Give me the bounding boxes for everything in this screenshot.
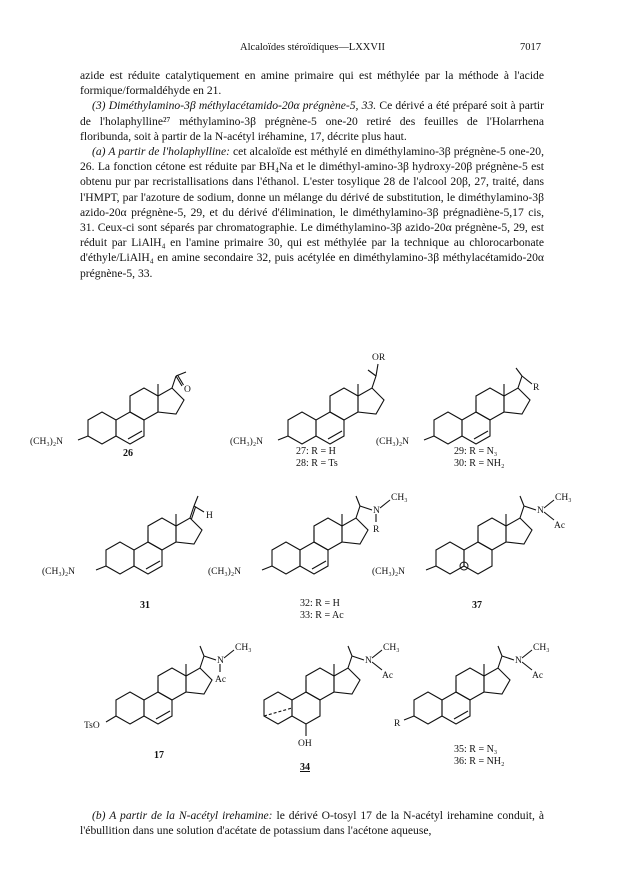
compound-26-number: 26 [123, 448, 133, 459]
compound-32-33-caption [300, 598, 380, 622]
dimethylamino-label: (CH₃)₂N [42, 567, 76, 577]
dimethylamino-label: (CH₃)₂N [30, 437, 64, 447]
compound-37-number: 37 [472, 600, 482, 611]
structure-26 [30, 360, 248, 475]
paragraph-3 [80, 144, 544, 281]
running-title: Alcaloïdes stéroïdiques—LXXVII [240, 42, 385, 53]
n-label: N [373, 506, 380, 516]
caption-32: 32: R = H [300, 598, 340, 609]
steroid-skeleton [434, 368, 532, 444]
hydroxyl-label: OH [298, 739, 312, 749]
paragraph-3-body: cet alcaloïde est méthylé en diméthylamino-3β prégnène-5 one-20, 26. La fonction cétone est réduite par BH₄Na et le diméthyl-amino-3β hydroxy-20β prégnène-5 est obtenu pur par recristallisations dans l'éthanol. L'ester tosylique 28 de l'alcool 20β, 27, traité, dans l'HMPT, par l'azoture de sodium, donne un mélange du dérivé de substitution, le diméthylamino-3β azido-20α prégnène-5, 29, et du dérivé d'élimination, le diméthylamino-3β prégnadiène-5,17 cis, 31. Ceux-ci sont séparés par chromatographie. Le diméthylamino-3β azido-20α prégnène-5, 29, est réduit par LiAlH₄ en l'amine primaire 30, qui est méthylée par la technique au chlorocarbonate d'éthyle/LiAlH₄ en amine secondaire 32, puis acétylée en diméthylamino-3β méthylacétamido-20α prégnène-5, 33. [80, 145, 544, 280]
n-label: N [515, 656, 522, 666]
steroid-skeleton [106, 496, 204, 574]
h-label: H [206, 511, 213, 521]
compound-29-30-caption [454, 446, 544, 470]
n-label: N [217, 656, 224, 666]
ac-label: Ac [554, 521, 566, 531]
structure-37 [372, 490, 596, 605]
structure-32 [208, 490, 432, 605]
caption-35: 35: R = N₃ [454, 744, 498, 755]
n-label: N [365, 656, 372, 666]
ch3-label: CH₃ [383, 643, 400, 653]
r-label: R [394, 719, 401, 729]
structure-31 [42, 490, 266, 605]
paragraph-4-body: le dérivé O-tosyl 17 de la N-acétyl irehamine conduit, à l'ébullition dans une solution d'acétate de potassium dans l'acétone aqueuse, [80, 809, 544, 838]
ch3-label: CH₃ [555, 493, 572, 503]
caption-27: 27: R = H [296, 446, 336, 457]
steroid-skeleton [88, 372, 186, 444]
tosyloxy-label: TsO [84, 721, 100, 731]
ch3-label: CH₃ [391, 493, 408, 503]
page-number: 7017 [520, 42, 541, 53]
caption-36: 36: R = NH₂ [454, 756, 505, 767]
or-label: OR [372, 353, 386, 363]
dimethylamino-label: (CH₃)₂N [376, 437, 410, 447]
ac-label: Ac [532, 671, 544, 681]
ac-label: Ac [382, 671, 394, 681]
caption-30: 30: R = NH₂ [454, 458, 505, 469]
compound-17-number: 17 [154, 750, 164, 761]
dimethylamino-label: (CH₃)₂N [372, 567, 406, 577]
ac-label: Ac [215, 675, 227, 685]
compound-27-28-caption [296, 446, 376, 470]
paragraph-1: azide est réduite catalytiquement en amine primaire qui est méthylée par la méthode à l'acide formique/formaldéhyde en 21. [80, 69, 544, 98]
paragraph-4-lead: (b) A partir de la N-acétyl irehamine: [92, 809, 273, 822]
paragraph-2-body: Ce dérivé a été préparé soit à partir de l'holaphylline²⁷ méthylamino-3β prégnène-5 one-20 retiré des feuilles de l'Holarrhena floribunda, soit à partir de la N-acétyl iréhamine, 17, décrite plus haut. [80, 99, 545, 143]
body-text-bottom [80, 808, 544, 838]
dimethylamino-label: (CH₃)₂N [230, 437, 264, 447]
r-label: R [533, 383, 540, 393]
caption-29: 29: R = N₃ [454, 446, 498, 457]
ch3-label: CH₃ [235, 643, 252, 653]
paragraph-2-lead: (3) Diméthylamino-3β méthylacétamido-20α prégnène-5, 33. [92, 99, 377, 113]
compound-35-36-caption [454, 744, 544, 768]
dimethylamino-label: (CH₃)₂N [208, 567, 242, 577]
paragraph-3-lead: (a) A partir de l'holaphylline: [92, 145, 230, 159]
caption-33: 33: R = Ac [300, 610, 344, 621]
body-text-top [80, 68, 544, 281]
running-header [0, 42, 625, 60]
structure-35 [394, 640, 574, 755]
n-label: N [537, 506, 544, 516]
steroid-skeleton [288, 364, 384, 444]
ketone-oxygen-label: O [184, 385, 191, 395]
structure-34 [254, 640, 424, 765]
r-label: R [373, 525, 380, 535]
paragraph-4 [80, 808, 544, 838]
compound-31-number: 31 [140, 600, 150, 611]
paragraph-2 [80, 98, 544, 144]
compound-34-number: 34 [300, 762, 310, 773]
structure-17 [84, 640, 276, 755]
caption-28: 28: R = Ts [296, 458, 338, 469]
ch3-label: CH₃ [533, 643, 550, 653]
